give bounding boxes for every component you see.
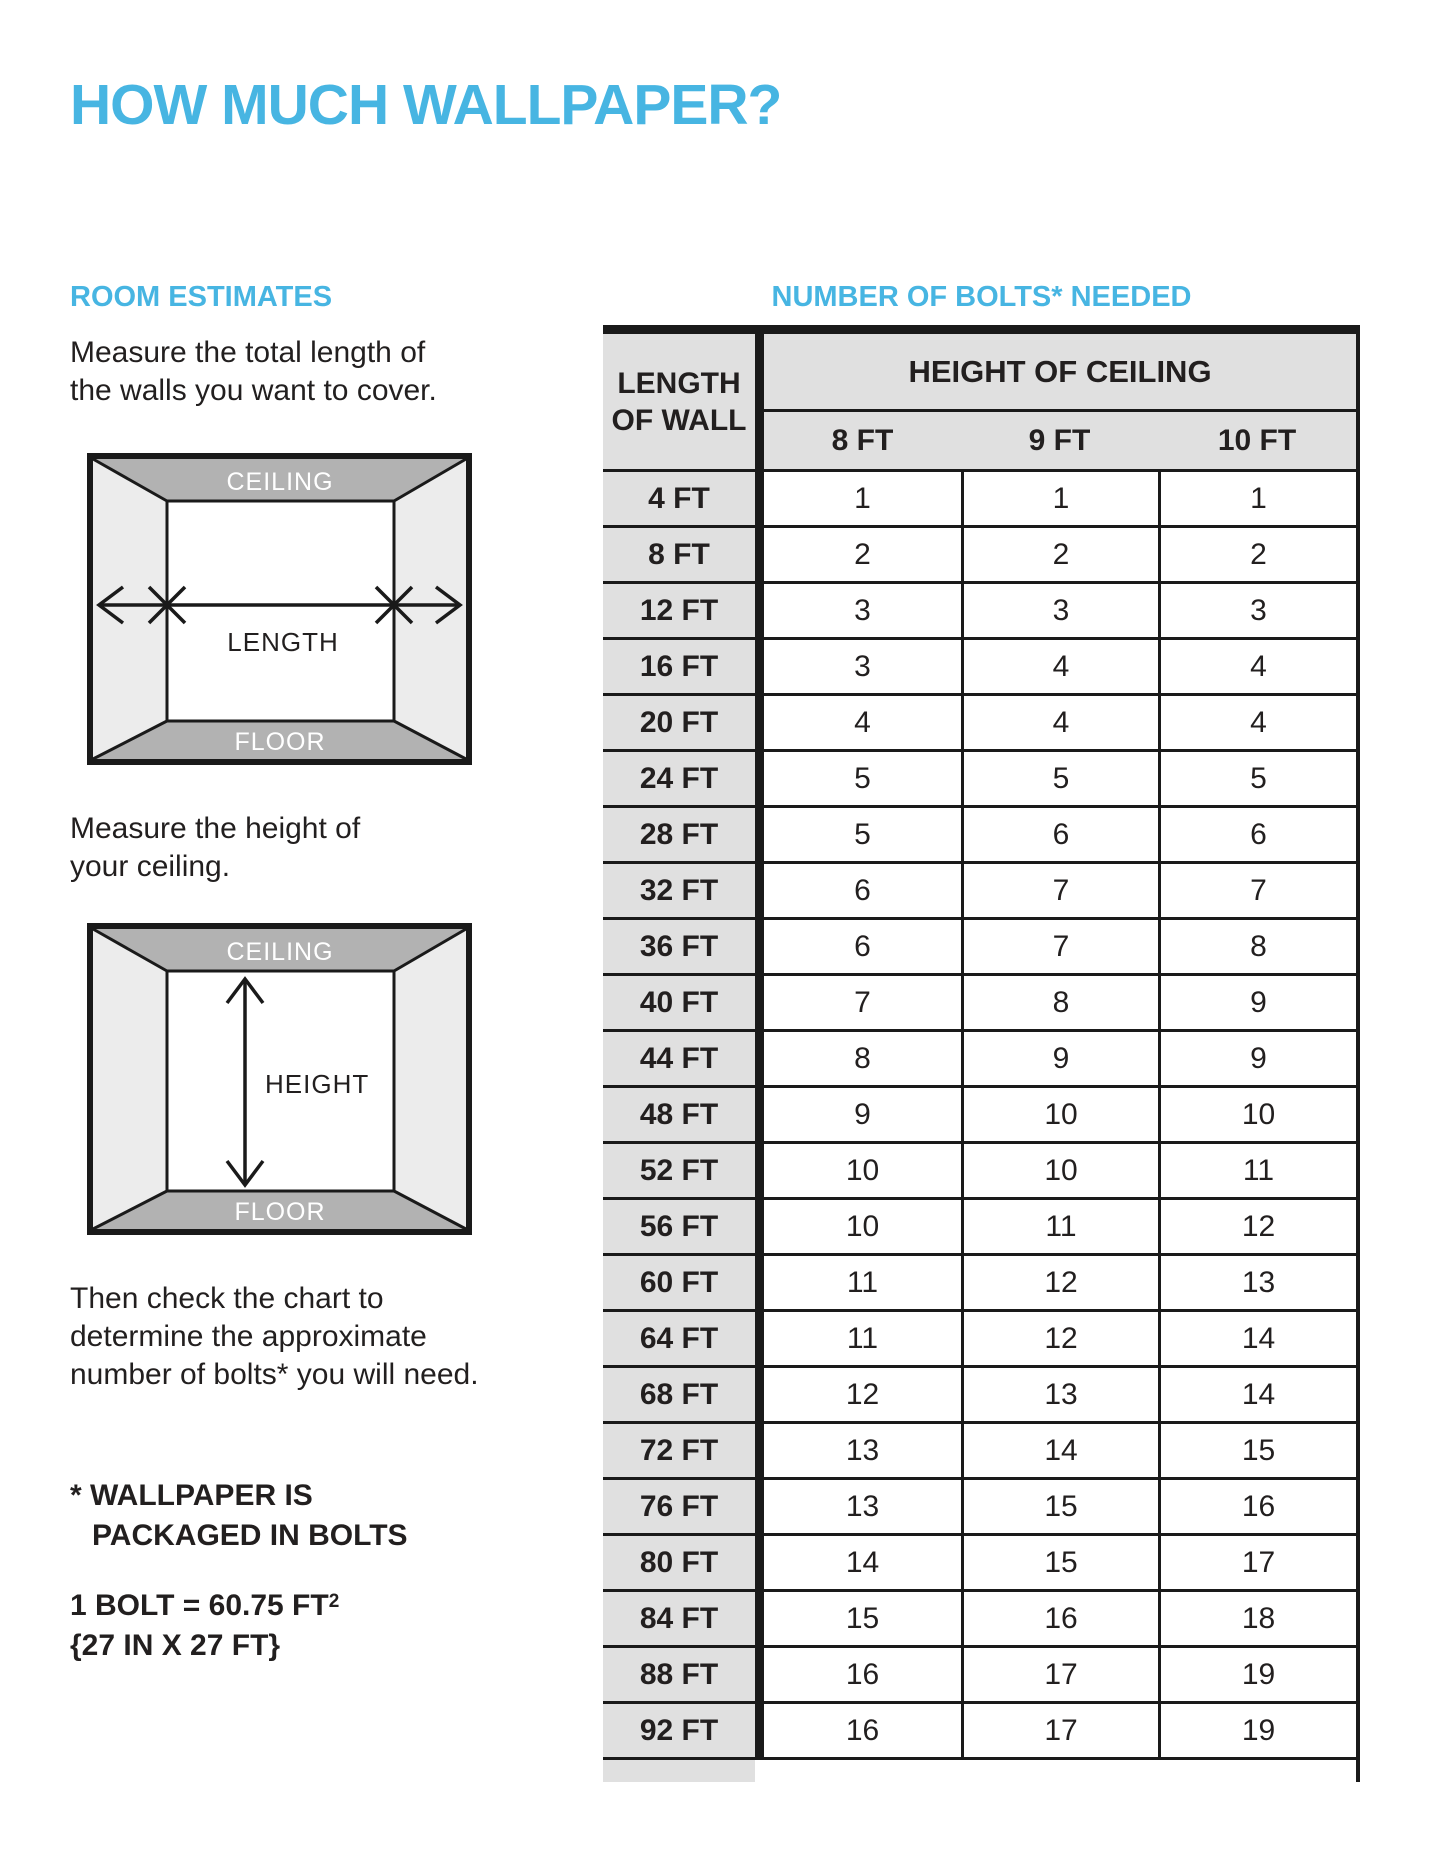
- bolt-count-cell: 17: [961, 1704, 1158, 1760]
- bolt-count-cell: 5: [764, 752, 961, 808]
- paragraph-line: your ceiling.: [70, 850, 231, 883]
- bolt-count-cell: 3: [1158, 584, 1356, 640]
- bolt-count-cell: 14: [1158, 1312, 1356, 1368]
- right-wall: [394, 929, 466, 1229]
- bolt-count-cell: 3: [961, 584, 1158, 640]
- paragraph-line: Measure the height of: [70, 812, 361, 845]
- wall-length-cell: 8 FT: [603, 528, 755, 584]
- wall-length-cell: 28 FT: [603, 808, 755, 864]
- paragraph-line: the walls you want to cover.: [70, 374, 437, 407]
- wall-length-cell: 92 FT: [603, 1704, 755, 1760]
- wall-length-cell: 16 FT: [603, 640, 755, 696]
- column-header-9ft: 9 FT: [961, 412, 1158, 472]
- bolt-count-cell: 14: [961, 1424, 1158, 1480]
- room-estimates-heading: ROOM ESTIMATES: [70, 281, 333, 313]
- bolt-count-cell: 12: [961, 1256, 1158, 1312]
- footnote-line: PACKAGED IN BOLTS: [92, 1519, 408, 1552]
- header-line: LENGTH: [617, 366, 741, 400]
- height-of-ceiling-header: HEIGHT OF CEILING: [764, 334, 1356, 412]
- bolt-count-cell: 8: [1158, 920, 1356, 976]
- bolt-count-cell: 17: [961, 1648, 1158, 1704]
- bolt-count-cell: 6: [961, 808, 1158, 864]
- wall-length-cell: 52 FT: [603, 1144, 755, 1200]
- table-bottom-strip: [603, 1760, 755, 1782]
- length-room-diagram: [87, 453, 472, 765]
- bolt-count-cell: 19: [1158, 1704, 1356, 1760]
- bolt-count-cell: 9: [961, 1032, 1158, 1088]
- column-header-8ft: 8 FT: [764, 412, 961, 472]
- bolt-equation: 1 BOLT = 60.75 FT: [70, 1589, 329, 1622]
- wall-length-cell: 80 FT: [603, 1536, 755, 1592]
- bolt-count-cell: 4: [961, 640, 1158, 696]
- bolt-count-cell: 9: [1158, 976, 1356, 1032]
- back-wall: [167, 501, 394, 721]
- paragraph-line: Then check the chart to: [70, 1282, 384, 1315]
- bolt-count-cell: 2: [961, 528, 1158, 584]
- wall-length-cell: 4 FT: [603, 472, 755, 528]
- bolt-count-cell: 10: [764, 1144, 961, 1200]
- table-divider: [755, 334, 764, 1760]
- floor-label: FLOOR: [234, 728, 326, 756]
- bolt-count-cell: 9: [764, 1088, 961, 1144]
- wall-length-cell: 12 FT: [603, 584, 755, 640]
- measure-length-paragraph: [70, 334, 437, 410]
- bolt-count-cell: 14: [764, 1536, 961, 1592]
- measure-height-paragraph: [70, 810, 360, 886]
- bolt-count-cell: 7: [961, 920, 1158, 976]
- wall-length-cell: 76 FT: [603, 1480, 755, 1536]
- bolt-count-cell: 11: [1158, 1144, 1356, 1200]
- bolt-count-cell: 15: [961, 1536, 1158, 1592]
- bolt-count-cell: 6: [764, 920, 961, 976]
- bolt-count-cell: 4: [1158, 640, 1356, 696]
- paragraph-line: determine the approximate: [70, 1320, 427, 1353]
- left-wall: [93, 929, 167, 1229]
- wall-length-cell: 44 FT: [603, 1032, 755, 1088]
- bolt-count-cell: 1: [1158, 472, 1356, 528]
- bolt-spec-line: {27 IN X 27 FT}: [70, 1629, 281, 1662]
- bolt-count-cell: 10: [764, 1200, 961, 1256]
- bolt-count-cell: 2: [1158, 528, 1356, 584]
- page-title: HOW MUCH WALLPAPER?: [70, 73, 782, 137]
- bolt-count-cell: 4: [764, 696, 961, 752]
- bolt-count-cell: 8: [764, 1032, 961, 1088]
- bolt-count-cell: 19: [1158, 1648, 1356, 1704]
- bolt-count-cell: 10: [961, 1088, 1158, 1144]
- wall-length-cell: 48 FT: [603, 1088, 755, 1144]
- bolt-count-cell: 4: [1158, 696, 1356, 752]
- bolt-count-cell: 16: [1158, 1480, 1356, 1536]
- bolt-count-cell: 3: [764, 584, 961, 640]
- bolt-count-cell: 8: [961, 976, 1158, 1032]
- floor-label: FLOOR: [234, 1198, 326, 1226]
- wall-length-cell: 72 FT: [603, 1424, 755, 1480]
- bolt-count-cell: 5: [961, 752, 1158, 808]
- height-room-diagram: [87, 923, 472, 1235]
- bolt-count-cell: 9: [1158, 1032, 1356, 1088]
- wall-length-cell: 20 FT: [603, 696, 755, 752]
- bolt-count-cell: 10: [1158, 1088, 1356, 1144]
- bolt-count-cell: 10: [961, 1144, 1158, 1200]
- paragraph-line: number of bolts* you will need.: [70, 1358, 479, 1391]
- bolt-count-cell: 15: [961, 1480, 1158, 1536]
- bolt-count-cell: 6: [764, 864, 961, 920]
- bolt-count-cell: 4: [961, 696, 1158, 752]
- bolt-count-cell: 13: [961, 1368, 1158, 1424]
- bolt-count-cell: 7: [1158, 864, 1356, 920]
- bolt-count-cell: 16: [764, 1704, 961, 1760]
- wall-length-cell: 84 FT: [603, 1592, 755, 1648]
- wall-length-cell: 56 FT: [603, 1200, 755, 1256]
- bolt-count-cell: 11: [961, 1200, 1158, 1256]
- check-chart-paragraph: [70, 1280, 479, 1394]
- bolt-count-cell: 13: [764, 1480, 961, 1536]
- bolt-spec-line: [70, 1582, 339, 1626]
- wall-length-cell: 64 FT: [603, 1312, 755, 1368]
- wall-length-cell: 24 FT: [603, 752, 755, 808]
- bolt-count-cell: 12: [764, 1368, 961, 1424]
- wall-length-cell: 68 FT: [603, 1368, 755, 1424]
- bolt-count-cell: 5: [1158, 752, 1356, 808]
- wall-length-cell: 40 FT: [603, 976, 755, 1032]
- bolt-count-cell: 11: [764, 1312, 961, 1368]
- wall-length-cell: 36 FT: [603, 920, 755, 976]
- footnote-line: * WALLPAPER IS: [70, 1479, 313, 1512]
- bolt-count-cell: 1: [764, 472, 961, 528]
- bolt-count-cell: 18: [1158, 1592, 1356, 1648]
- bolts-table: [603, 325, 1360, 1782]
- bolt-count-cell: 7: [961, 864, 1158, 920]
- bolt-count-cell: 3: [764, 640, 961, 696]
- bolt-count-cell: 14: [1158, 1368, 1356, 1424]
- wall-length-cell: 60 FT: [603, 1256, 755, 1312]
- length-label: LENGTH: [227, 627, 339, 657]
- bolt-count-cell: 5: [764, 808, 961, 864]
- bolt-count-cell: 13: [764, 1424, 961, 1480]
- paragraph-line: Measure the total length of: [70, 336, 426, 369]
- bolt-footnote: [70, 1476, 408, 1556]
- bolt-count-cell: 15: [764, 1592, 961, 1648]
- bolt-count-cell: 2: [764, 528, 961, 584]
- wall-length-cell: 32 FT: [603, 864, 755, 920]
- bolt-spec: [70, 1582, 339, 1666]
- column-header-10ft: 10 FT: [1158, 412, 1356, 472]
- bolt-count-cell: 6: [1158, 808, 1356, 864]
- bolt-count-cell: 11: [764, 1256, 961, 1312]
- bolt-count-cell: 7: [764, 976, 961, 1032]
- length-of-wall-header: [603, 334, 755, 472]
- bolts-needed-heading: NUMBER OF BOLTS* NEEDED: [771, 281, 1192, 313]
- ceiling-label: CEILING: [226, 938, 334, 966]
- bolt-count-cell: 17: [1158, 1536, 1356, 1592]
- bolt-count-cell: 12: [1158, 1200, 1356, 1256]
- bolt-count-cell: 1: [961, 472, 1158, 528]
- bolt-count-cell: 16: [961, 1592, 1158, 1648]
- bolt-exponent: 2: [328, 1591, 340, 1612]
- bolt-count-cell: 15: [1158, 1424, 1356, 1480]
- bolt-count-cell: 13: [1158, 1256, 1356, 1312]
- height-label: HEIGHT: [265, 1069, 370, 1099]
- wall-length-cell: 88 FT: [603, 1648, 755, 1704]
- ceiling-label: CEILING: [226, 468, 334, 496]
- bolt-count-cell: 12: [961, 1312, 1158, 1368]
- header-line: OF WALL: [611, 403, 747, 437]
- bolt-count-cell: 16: [764, 1648, 961, 1704]
